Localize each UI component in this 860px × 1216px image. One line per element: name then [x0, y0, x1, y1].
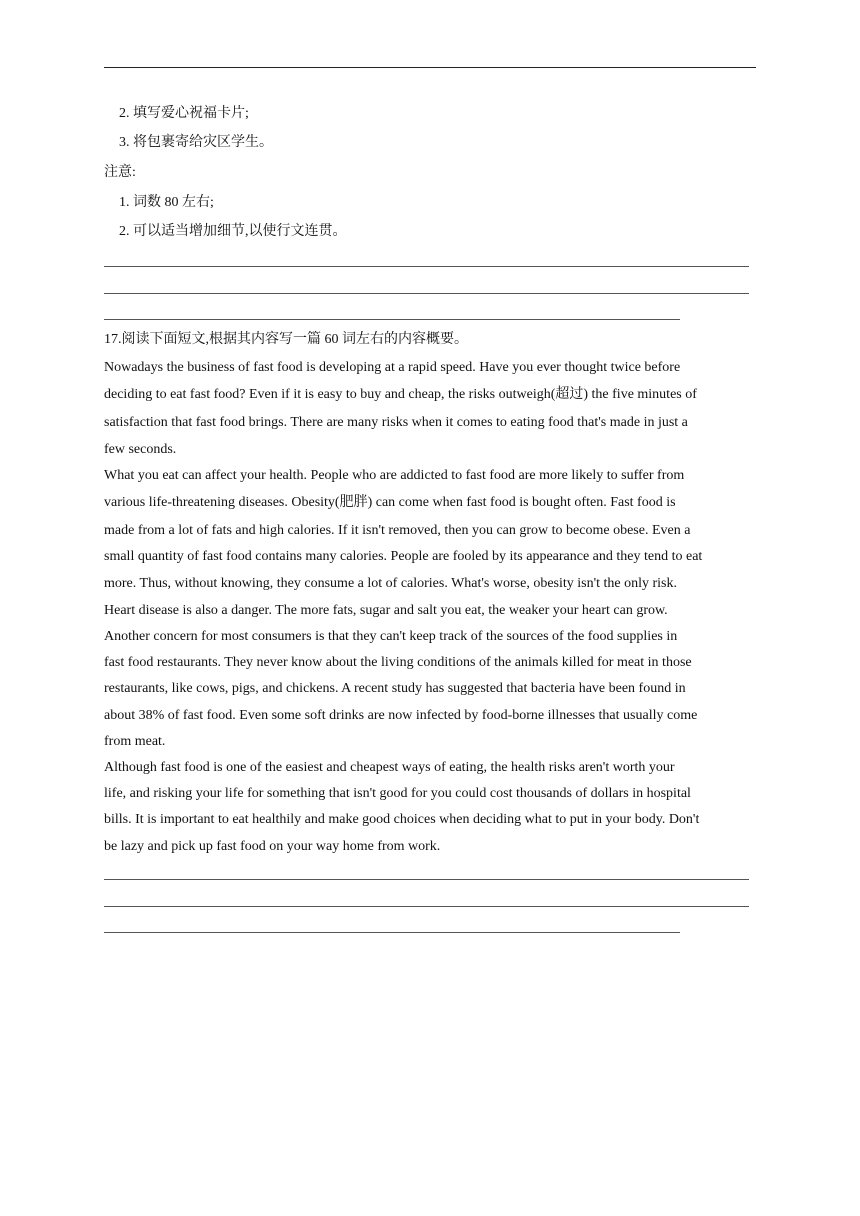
passage-line: few seconds. — [104, 442, 177, 457]
passage-line: Nowadays the business of fast food is developing at a rapid speed. Have you ever thought twice before — [104, 360, 681, 375]
passage-line: restaurants, like cows, pigs, and chickens. A recent study has suggested that bacteria have been found in — [104, 681, 686, 696]
passage-line: about 38% of fast food. Even some soft drinks are now infected by food-borne illnesses that usually come — [104, 708, 698, 723]
passage-line: be lazy and pick up fast food on your way home from work. — [104, 839, 441, 854]
passage-line: various life-threatening diseases. Obesity(肥胖) can come when fast food is bought often. Fast food is — [104, 495, 676, 510]
passage-line: fast food restaurants. They never know about the living conditions of the animals killed for meat in those — [104, 655, 692, 670]
question-17-prompt: 17.阅读下面短文,根据其内容写一篇 60 词左右的内容概要。 — [104, 332, 468, 347]
passage-line: Another concern for most consumers is that they can't keep track of the sources of the food supplies in — [104, 629, 678, 644]
instruction-item-3: 3. 将包裹寄给灾区学生。 — [119, 135, 273, 150]
passage-line: Although fast food is one of the easiest and cheapest ways of eating, the health risks aren't worth your — [104, 760, 675, 775]
passage-line: made from a lot of fats and high calories. If it isn't removed, then you can grow to become obese. Even a — [104, 523, 691, 538]
passage-line: deciding to eat fast food? Even if it is easy to buy and cheap, the risks outweigh(超过) the five minutes of — [104, 387, 697, 402]
notes-label: 注意: — [104, 165, 136, 180]
passage-line: from meat. — [104, 734, 166, 749]
note-item-1: 1. 词数 80 左右; — [119, 195, 214, 210]
answer-line-4[interactable] — [104, 879, 749, 880]
passage-line: more. Thus, without knowing, they consume a lot of calories. What's worse, obesity isn't the only risk. — [104, 576, 678, 591]
passage-line: life, and risking your life for something that isn't good for you could cost thousands of dollars in hospital — [104, 786, 691, 801]
answer-line-5[interactable] — [104, 906, 749, 907]
answer-line-6[interactable] — [104, 932, 680, 933]
note-item-2: 2. 可以适当增加细节,以使行文连贯。 — [119, 224, 347, 239]
passage-line: small quantity of fast food contains many calories. People are fooled by its appearance and they tend to eat — [104, 549, 703, 564]
passage-line: bills. It is important to eat healthily and make good choices when deciding what to put in your body. Don't — [104, 812, 700, 827]
passage-line: Heart disease is also a danger. The more fats, sugar and salt you eat, the weaker your heart can grow. — [104, 603, 668, 618]
passage-line: What you eat can affect your health. People who are addicted to fast food are more likely to suffer from — [104, 468, 685, 483]
answer-line-1[interactable] — [104, 266, 749, 267]
answer-line-2[interactable] — [104, 293, 749, 294]
passage-line: satisfaction that fast food brings. There are many risks when it comes to eating food that's made in just a — [104, 415, 688, 430]
header-rule — [104, 67, 756, 68]
instruction-item-2: 2. 填写爱心祝福卡片; — [119, 106, 249, 121]
answer-line-3[interactable] — [104, 319, 680, 320]
